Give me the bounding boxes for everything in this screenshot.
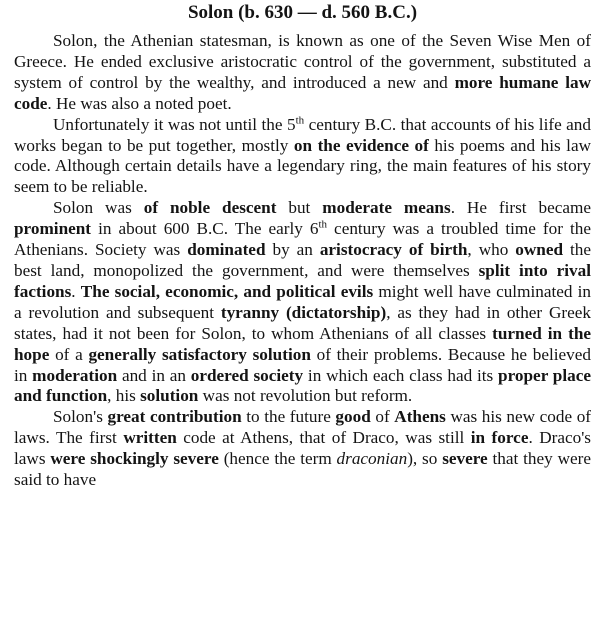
paragraph (14, 115, 591, 199)
text-run: in about 600 B.C. The early 6 (91, 219, 319, 239)
text-run: . Draco's laws (14, 428, 591, 469)
italic-term: draconian (336, 449, 408, 469)
text-run: . He was also a noted poet. (47, 93, 232, 113)
bold-phrase: split into rival factions (14, 260, 591, 301)
bold-phrase: ordered society (190, 365, 304, 385)
bold-phrase: prominent (14, 219, 92, 239)
bold-phrase: aristocracy of birth (319, 240, 468, 260)
text-run: of their problems. Because he believed in (14, 344, 591, 385)
text-run: (hence the term (218, 449, 337, 469)
paragraph (14, 198, 591, 407)
text-run: might well have culminated in a revolution and subsequent (14, 281, 592, 322)
text-run: was his new code of laws. The first (14, 407, 592, 448)
bold-phrase: moderation (32, 365, 118, 385)
text-run: . He first became (450, 198, 591, 218)
ordinal-superscript: th (295, 113, 305, 126)
text-run: but (276, 198, 323, 218)
bold-phrase: written (123, 428, 177, 448)
text-run: of a (49, 344, 89, 364)
text-run: of (370, 407, 395, 427)
bold-phrase: dominated (187, 240, 266, 260)
text-run: ), so (407, 449, 443, 469)
bold-phrase: severe (442, 449, 488, 469)
bold-phrase: Athens (394, 407, 446, 427)
text-run: , as they had in other Greek states, had it not been for Solon, to whom Athenians of all classes (14, 302, 591, 343)
bold-phrase: proper place and function (14, 365, 591, 406)
text-run: , his (107, 386, 141, 406)
bold-phrase: great contribution (107, 407, 242, 427)
text-run: Solon's (53, 407, 108, 427)
bold-phrase: of noble descent (143, 198, 277, 218)
text-run: by an (265, 240, 320, 260)
text-run: . (71, 281, 81, 301)
document-title: Solon (b. 630 — d. 560 B.C.) (187, 2, 418, 23)
paragraph (14, 407, 591, 491)
bold-phrase: owned (515, 240, 564, 260)
bold-phrase: were shockingly severe (50, 449, 219, 469)
text-run: to the future (241, 407, 336, 427)
text-run: century was a troubled time for the Athenians. Society was (14, 219, 591, 260)
bold-phrase: solution (140, 386, 199, 406)
bold-phrase: in force (470, 428, 529, 448)
text-run: , who (467, 240, 516, 260)
document-body (14, 31, 591, 491)
bold-phrase: The social, economic, and political evils (80, 281, 374, 301)
text-run: the best land, monopolized the government, and were themselves (14, 240, 591, 280)
text-run: code at Athens, that of Draco, was still (176, 428, 471, 448)
bold-phrase: good (335, 407, 371, 427)
bold-phrase: turned in the hope (14, 323, 592, 364)
bold-phrase: generally satisfactory solution (88, 344, 311, 364)
text-run: that they were said to have (14, 449, 591, 490)
text-run: was not revolution but reform. (198, 386, 413, 406)
paragraph (14, 31, 591, 115)
text-run: his poems and his law code. Although certain details have a legendary ring, the main features of his story seem to be reliable. (14, 135, 592, 197)
text-run: in which each class had its (303, 365, 499, 385)
bold-phrase: tyranny (dictatorship) (220, 302, 387, 322)
bold-phrase: moderate means (322, 198, 451, 218)
text-run: Solon, the Athenian statesman, is known as one of the Seven Wise Men of Greece. He ended exclusive aristocratic control of the government, substituted a system of control by the wealthy, and introduced a new and (14, 31, 591, 92)
text-run: century B.C. that accounts of his life and works began to be put together, mostly (14, 114, 591, 155)
ordinal-superscript: th (318, 218, 328, 231)
text-run: and in an (117, 365, 191, 385)
text-run: Unfortunately it was not until the 5 (53, 114, 296, 134)
text-run: Solon was (53, 198, 144, 218)
bold-phrase: on the evidence of (293, 135, 429, 155)
bold-phrase: more humane law code (14, 72, 591, 113)
